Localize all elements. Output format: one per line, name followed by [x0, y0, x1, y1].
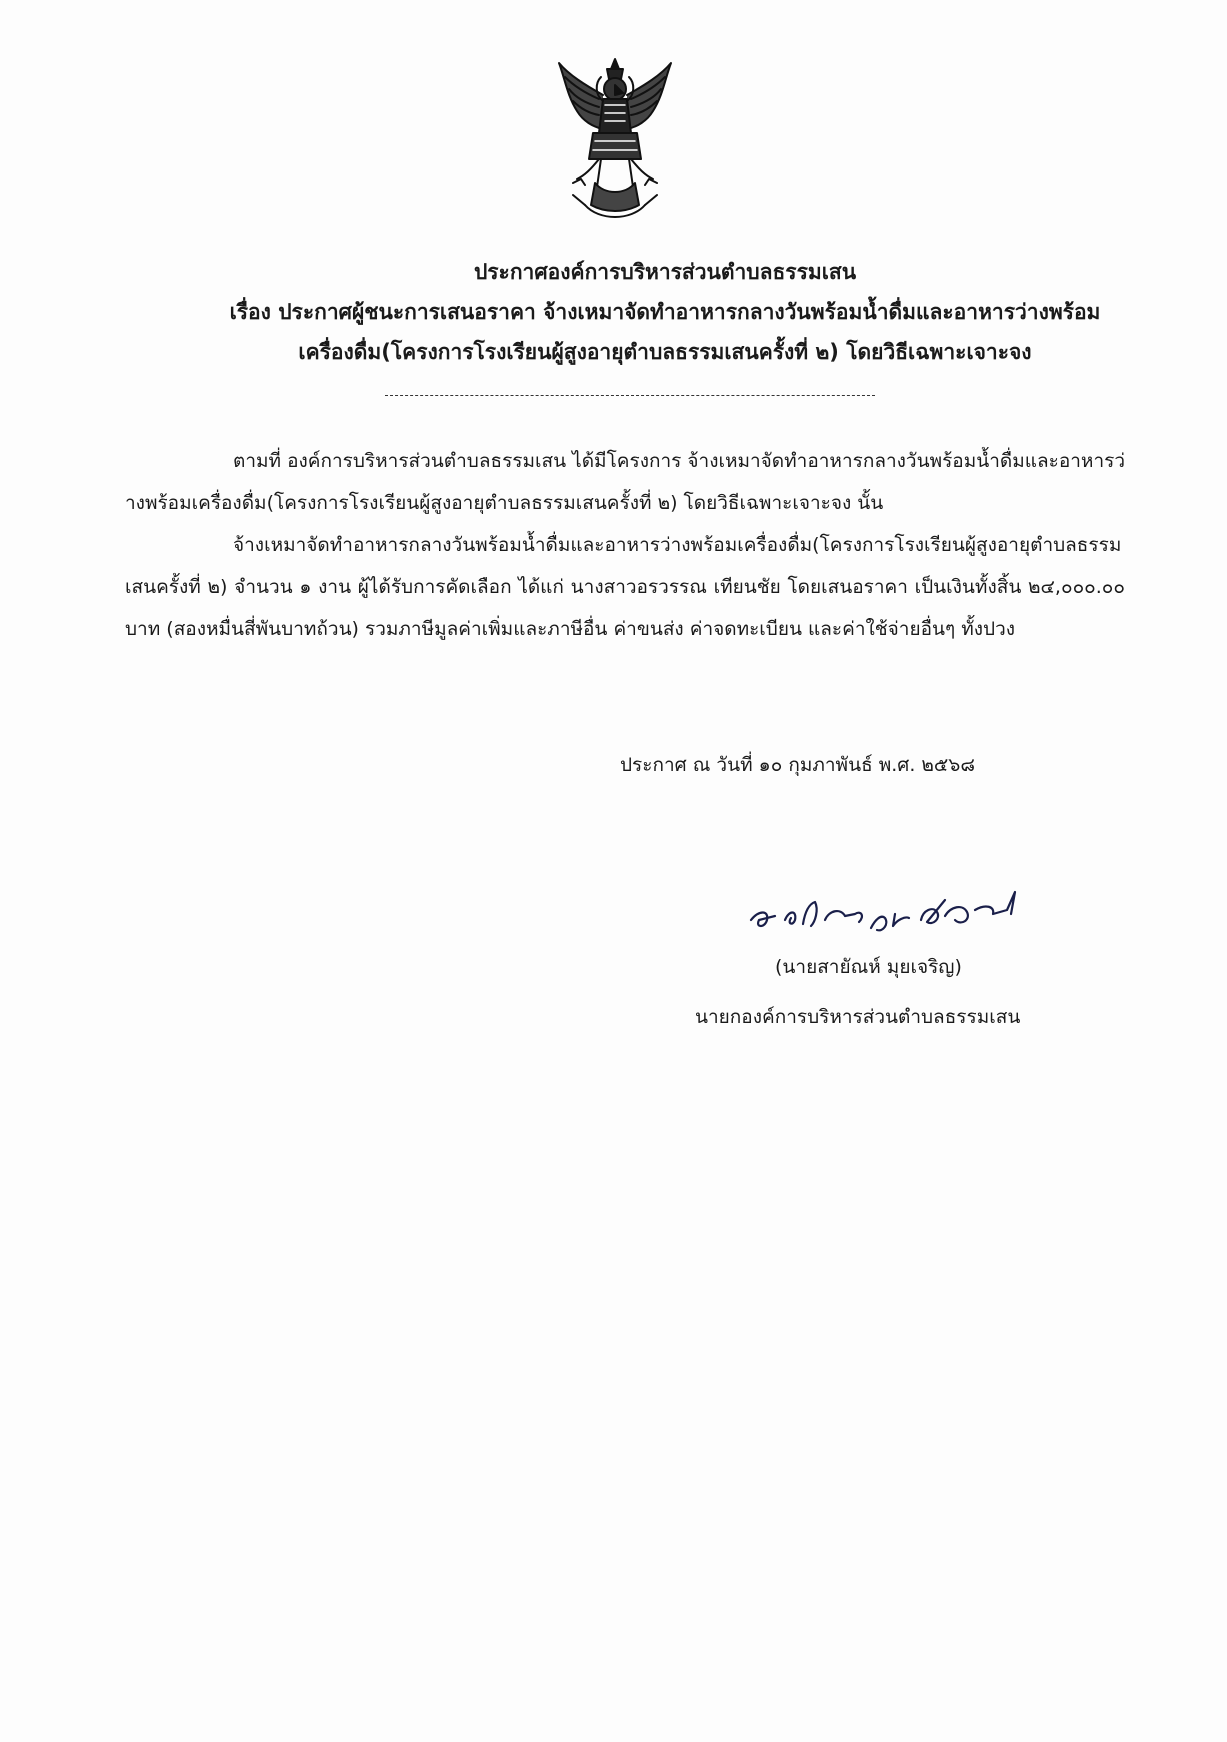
signer-position: นายกองค์การบริหารส่วนตำบลธรรมเสน	[695, 1006, 1021, 1028]
body-paragraph-1: ตามที่ องค์การบริหารส่วนตำบลธรรมเสน ได้มีโครงการ จ้างเหมาจัดทำอาหารกลางวันพร้อมน้ำดื่มและอาหารว่างพร้อมเครื่องดื่ม(โครงการโรงเรียนผู้สูงอายุตำบลธรรมเสนครั้งที่ ๒) โดยวิธีเฉพาะเจาะจง นั้น	[125, 450, 1125, 514]
announcement-date: ประกาศ ณ วันที่ ๑๐ กุมภาพันธ์ พ.ศ. ๒๕๖๘	[620, 754, 976, 776]
title-organization: ประกาศองค์การบริหารส่วนตำบลธรรมเสน	[473, 260, 857, 284]
announcement-body	[125, 440, 1125, 650]
body-paragraph-2: จ้างเหมาจัดทำอาหารกลางวันพร้อมน้ำดื่มและอาหารว่างพร้อมเครื่องดื่ม(โครงการโรงเรียนผู้สูงอายุตำบลธรรมเสนครั้งที่ ๒) จำนวน ๑ งาน ผู้ได้รับการคัดเลือก ได้แก่ นางสาวอรวรรณ เทียนชัย โดยเสนอราคา เป็นเงินทั้งสิ้น ๒๔,๐๐๐.๐๐ บาท (สองหมื่นสี่พันบาทถ้วน) รวมภาษีมูลค่าเพิ่มและภาษีอื่น ค่าขนส่ง ค่าจดทะเบียน และค่าใช้จ่ายอื่นๆ ทั้งปวง	[125, 534, 1125, 640]
handwritten-signature	[745, 880, 1030, 940]
title-divider	[385, 395, 875, 396]
announcement-title	[200, 252, 1130, 372]
garuda-emblem-icon	[555, 55, 675, 225]
title-subject-line-1: เรื่อง ประกาศผู้ชนะการเสนอราคา จ้างเหมาจัดทำอาหารกลางวันพร้อมน้ำดื่มและอาหารว่างพร้อม	[229, 300, 1101, 324]
signer-name: (นายสายัณห์ มุยเจริญ)	[775, 956, 962, 978]
title-subject-line-2: เครื่องดื่ม(โครงการโรงเรียนผู้สูงอายุตำบลธรรมเสนครั้งที่ ๒) โดยวิธีเฉพาะเจาะจง	[298, 340, 1032, 364]
